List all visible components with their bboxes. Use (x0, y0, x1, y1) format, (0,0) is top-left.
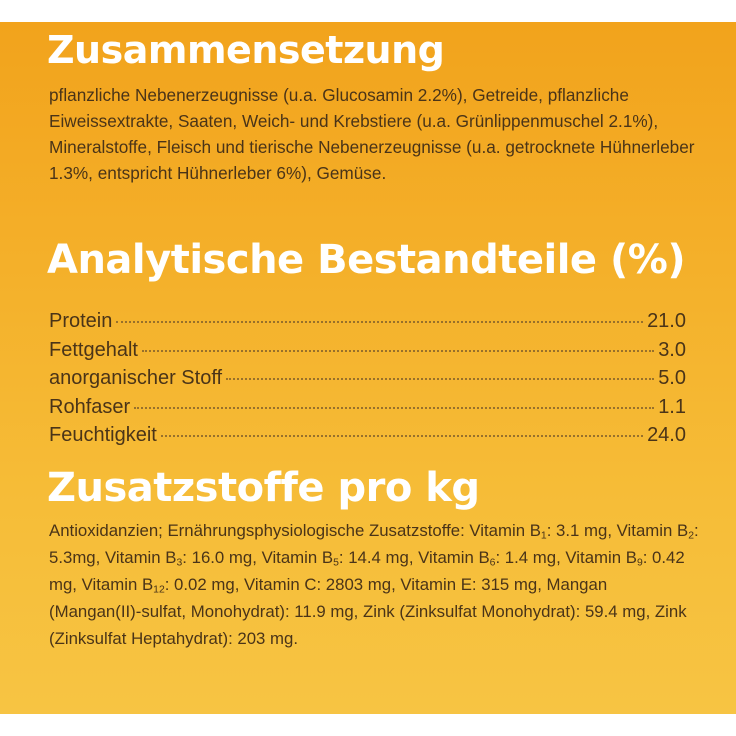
composition-text: pflanzliche Nebenerzeugnisse (u.a. Glucosamin 2.2%), Getreide, pflanzliche Eiweissextrakte, Saaten, Weich- und Krebstiere (u.a. Grünlippenmuschel 2.1%), Mineralstoffe, Fleisch und tierische Nebenerzeugnisse (u.a. getrocknete Hühnerleber 1.3%, entspricht Hühnerleber 6%), Gemüse. (49, 85, 695, 183)
dot-leader (161, 435, 643, 437)
analytical-label: Fettgehalt (49, 338, 138, 361)
label-panel (0, 22, 736, 714)
dot-leader (134, 407, 654, 409)
analytical-value: 24.0 (647, 424, 686, 446)
analytical-label: Protein (49, 310, 113, 332)
dot-leader (226, 378, 654, 380)
additives-heading: Zusatzstoffe pro kg (47, 465, 480, 511)
dot-leader (142, 350, 654, 352)
analytical-row-feuchtigkeit (49, 424, 686, 453)
composition-heading: Zusammensetzung (47, 28, 445, 72)
analytical-row-anorganischer-stoff (49, 367, 686, 396)
dot-leader (116, 321, 643, 323)
additives-text: Antioxidanzien; Ernährungsphysiologische Zusatzstoffe: Vitamin $B_1$: 3.1 mg, Vitamin $B_2$: 5.3mg, Vitamin $B_3$: 16.0 mg, Vitamin $B_5$: 14.4 mg, Vitamin $B_6$: 1.4 mg, Vitamin $B_9$: 0.42 mg, Vitamin $B_{12}$: 0.02 mg, Vitamin C: 2803 mg, Vitamin E: 315 mg, Mangan (Mangan(II)-sulfat, Monohydrat): 11.9 mg, Zink (Zinksulfat Monohydrat): 59.4 mg, Zink (Zinksulfat Heptahydrat): 203 mg. (49, 521, 699, 648)
analytical-value: 1.1 (658, 395, 686, 418)
analytical-table (49, 310, 686, 453)
analytical-label: anorganischer Stoff (49, 367, 223, 389)
analytical-label: Rohfaser (49, 395, 131, 418)
analytical-label: Feuchtigkeit (49, 424, 157, 446)
analytical-value: 21.0 (647, 310, 686, 332)
analytical-row-rohfaser (49, 396, 686, 425)
analytical-value: 3.0 (658, 338, 686, 361)
analytical-value: 5.0 (658, 367, 686, 389)
analytical-heading: Analytische Bestandteile (%) (47, 237, 686, 283)
analytical-row-protein (49, 310, 686, 339)
analytical-row-fettgehalt (49, 339, 686, 368)
